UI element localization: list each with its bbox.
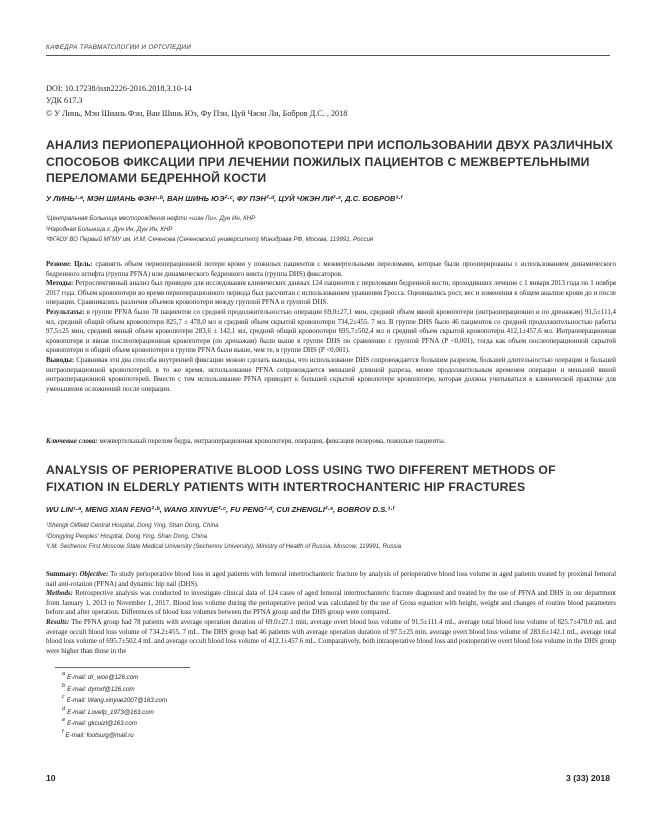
affiliation-item: ²Народная Больница г. Дун Ин, Дун Ин, КНР [46, 225, 173, 233]
authors-english: WU LIN¹·ᵃ, MENG XIAN FENG²·ᵇ, WANG XINYUE²·ᶜ, FU PENG²·ᵈ, CUI ZHENGLI²·ᵉ, BOBROV D.S.³·ᶠ [46, 505, 395, 514]
copyright: © У Линь, Мэн Шиань Фэн, Ван Шинь Юэ, Фу Пэн, Цуй Чжэн Ли, Бобров Д.С. , 2018 [46, 108, 348, 118]
author-emails [62, 672, 167, 742]
objective-label: Objective: [79, 570, 109, 578]
email-mark: e [62, 717, 66, 724]
affiliation-item: ²Dongying Peoples' Hospital, Dong Ying, Shan Dong, China [46, 532, 208, 540]
page-number: 10 [46, 773, 56, 783]
email-item[interactable] [62, 707, 167, 719]
udc: УДК 617.3 [46, 96, 83, 106]
summary-label: Summary: [46, 570, 78, 578]
abstract-goal [46, 260, 616, 279]
email-text: E-mail: gkcuizl@163.com [67, 720, 137, 728]
email-text: E-mail: Lovefp_1973@163.com [67, 708, 154, 716]
goal-text: сравнить объем периоперационной потери крови у пожилых пациентов с межвертельными переломами, которые были прооперированы с использованием динамического бедренного штифта (группа PFNA) или динамического бедренного винта (группа DHS) фиксаторов. [46, 260, 617, 278]
affiliation-item: ¹Центральная Больница месторождения нефти «шэн Ли», Дун Ин, КНР [46, 215, 256, 222]
title-english: ANALYSIS OF PERIOPERATIVE BLOOD LOSS USING TWO DIFFERENT METHODS OF FIXATION IN ELDERLY PATIENTS WITH INTERTROCHANTERIC HIP FRACTURES [46, 463, 556, 494]
email-item[interactable] [62, 672, 167, 684]
methods-label: Методы: [46, 279, 74, 288]
email-mark: a [62, 670, 66, 677]
authors-russian: У ЛИНЬ¹·ᵃ, МЭН ШИАНЬ ФЭН¹·ᵇ, ВАН ШИНЬ ЮЭ²·ᶜ, ФУ ПЭН²·ᵈ, ЦУЙ ЧЖЭН ЛИ²·ᵉ, Д.С. БОБРОВ³·ᶠ [46, 194, 403, 203]
abstract-methods-en [46, 589, 616, 618]
summary-label: Резюме: [46, 260, 72, 268]
running-head: КАФЕДРА ТРАВМАТОЛОГИИ И ОРТОПЕДИИ [46, 44, 192, 51]
conclusions-text: Сравнивая эти два способа внутренней фиксации можно сделать выводы, что использование DHS сопровождается большим разрезом, большей длительностью операции и большей интраоперационной кровопотерей, в то же время, использование PFNA сопровождается меньшей длинной разреза, менее продолжительным временем операции и меньшей явной интраоперационной кровопотерей. Вместе с тем использование PFNA приводит к большей скрытой кровопотере кровопотере, которая должна учитываться в клинической практике для уменьшения осложнений после операции. [46, 355, 616, 393]
abstract-english [46, 570, 616, 656]
email-mark: f [62, 728, 64, 735]
email-mark: b [62, 682, 66, 689]
email-item[interactable] [62, 718, 167, 730]
title-russian: АНАЛИЗ ПЕРИОПЕРАЦИОННОЙ КРОВОПОТЕРИ ПРИ ИСПОЛЬЗОВАНИИ ДВУХ РАЗЛИЧНЫХ СПОСОБОВ ФИКСАЦИИ ПРИ ЛЕЧЕНИИ ПОЖИЛЫХ ПАЦИЕНТОВ С МЕЖВЕРТЕЛЬНЫМИ ПЕРЕЛОМАМИ БЕДРЕННОЙ КОСТИ [46, 138, 614, 185]
issue-label: 3 (33) 2018 [566, 773, 610, 783]
email-text: E-mail: Wang.xinyue2007@163.com [66, 697, 168, 705]
email-item[interactable] [62, 695, 167, 707]
affiliation-item: ³ФГАОУ ВО Первый МГМУ им. И.М. Сеченова (Сеченовский университет) Минздрава РФ, Москва, 119991, Россия [46, 236, 374, 244]
email-mark: d [62, 705, 66, 712]
results-label-en: Results: [46, 617, 70, 626]
email-text: E-mail: footsurg@mail.ru [65, 731, 134, 739]
keywords-russian [46, 437, 445, 445]
footnote-divider [55, 667, 190, 668]
abstract-russian [46, 260, 616, 394]
goal-label: Цель: [74, 260, 93, 268]
abstract-methods [46, 279, 616, 308]
email-item[interactable] [62, 684, 167, 696]
abstract-results [46, 308, 616, 356]
article-meta [46, 83, 347, 120]
affiliation-item: ¹Shengli Oilfield Central Hospital, Dong Ying, Shan Dong, China [46, 522, 219, 529]
keywords-label: Ключевые слова: [46, 437, 98, 445]
abstract-conclusions [46, 356, 616, 394]
header-divider [46, 55, 610, 56]
affiliations-russian [46, 214, 373, 246]
abstract-objective [46, 570, 616, 589]
email-text: E-mail: dr_woo@126.com [67, 674, 139, 681]
keywords-text: межвертельный перелом бедра, интраоперационная кровопотеря, операция, фиксация пелерома, пожилые пациенты. [97, 437, 446, 445]
conclusions-label: Выводы: [46, 355, 75, 364]
email-text: E-mail: dymxf@126.com [67, 685, 135, 693]
methods-label-en: Methods: [46, 589, 73, 598]
email-item[interactable] [62, 730, 167, 742]
doi[interactable]: DOI: 10.17238/issn2226-2016.2018.3.10-14 [46, 84, 192, 93]
objective-text: To study perioperative blood loss in aged patients with femoral intertrochanteric fracture by analysis of perioperative blood loss volume in aged patients treated by proximal femoral nail anti-rotation (PFNA) and dynamic hip nail (DHS). [46, 570, 616, 588]
results-text-en: The PFNA group had 78 patients with average operation duration of 69.0±27.1 min, average overt blood loss volume of 91.5±111.4 mL, average total blood loss volume of 825.7±478.0 mL and average occult blood loss volume of 734.2±455. 7 mL. The DHS group had 46 patients with average operation duration of 97.5±25 min, average overt blood loss volume of 283.6±142.1 mL, average total blood loss volume of 695.7±502.4 mL and average occult blood loss volume of 412.1±457.6 mL. Comparatively, both intraoperative blood loss and postoperative overt blood loss volume in the DHS group were higher than those in the [46, 617, 616, 655]
methods-text: Ретроспективный анализ был проведен для исследования клинических данных 124 пациентов с переломами бедренной кости, проходивших лечение с 1 января 2013 года по 1 ноября 2017 года. Объем кровопотери во время периоперационного периода был рассчитан с использованием уравнения Гросса. Оценивались рост, вес и изменения в общем анализе крови до и после операции. Сравнивались различия объемов кровопотери между группой PFNA и группой DHS. [46, 279, 616, 307]
abstract-results-en [46, 618, 616, 656]
results-text: в группе PFNA было 78 пациентов со средней продолжительностью операции 69,0±27,1 мин, средний объем явной кровопотери (интраоперационно и по дренажам) 91,5±111,4 мл, средний общий объем кровопотери 825,7 ± 478,0 мл и средний объем скрытой кровопотери 734,2±455. 7 мл. В группе DHS было 46 пациентов со средней продолжительностью работы 97,5±25 мин, средний явный объем кровопотери 283,6 ± 142,1 мл, средний общий кровопотери 695,7±502,4 мл и средний объем скрытой кровопотери 412,1±457,6 мл. Интраоперационная кровопотеря и явная послеоперационная кровопотеря (по дренажам) были выше в группе DHS по сравнению с группой PFNA (P <0,001), тогда как объем послеоперационной скрытой кровопотери и общий объем кровопотери в группе PFNA были выше, чем те, в группе DHS (P <0,001). [46, 307, 616, 355]
email-mark: c [62, 694, 65, 701]
affiliations-english [46, 521, 401, 553]
results-label: Результаты: [46, 307, 85, 316]
affiliation-item: ³I.M. Sechenov First Moscow State Medical University (Sechenov University), Ministry of Health of Russia, Moscow, 119991, Russia [46, 543, 402, 551]
methods-text-en: Retrospective analysis was conducted to investigate clinical data of 124 cases of aged femoral intertrochanteric fracture diagnosed and treated by the use of PFNA and DHS in our department from January 1, 2013 to November 1, 2017. Blood loss volume during the perioperative period was calculated by the use of Gross equation with height, weight and changes of routine blood parameters before and after operation. Differences of blood loss volumes between the PFNA group and the DHS group were compared. [46, 589, 616, 617]
